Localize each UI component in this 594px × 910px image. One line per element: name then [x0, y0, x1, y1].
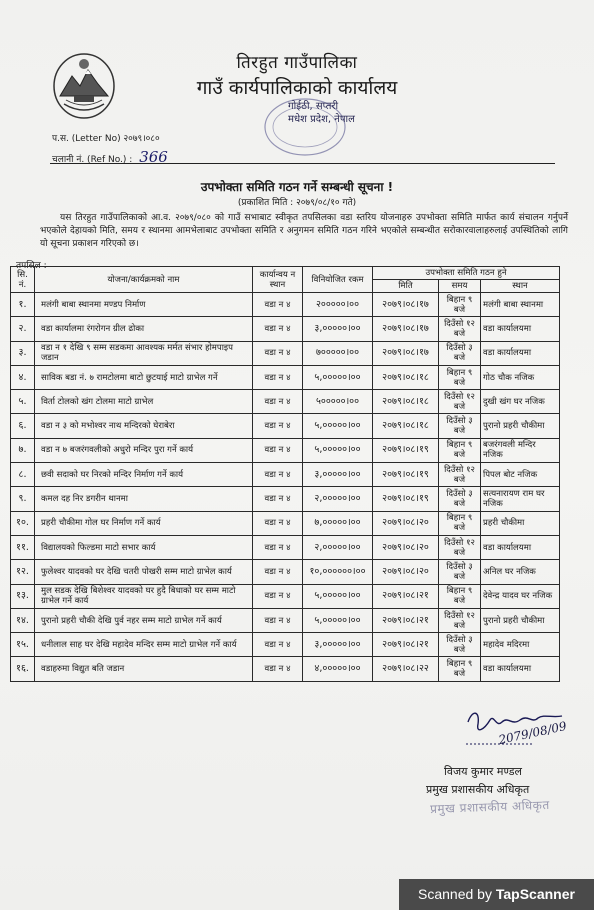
table-row: [11, 657, 560, 681]
row-time: दिउँसो १२ बजे: [439, 608, 481, 632]
row-date: २०७९।०८।२१: [373, 584, 439, 608]
row-date: २०७९।०८।२२: [373, 657, 439, 681]
notice-subject: उपभोक्ता समिति गठन गर्ने सम्बन्धी सूचना !: [200, 180, 394, 194]
row-place: पुरानो प्रहरी चौकीमा: [481, 608, 560, 632]
row-place: बजरंगवली मन्दिर नजिक: [481, 438, 560, 462]
table-row: [11, 390, 560, 414]
row-sn: १६.: [11, 657, 35, 681]
row-sn: १५.: [11, 633, 35, 657]
row-amount: ५०००००।००: [303, 390, 373, 414]
row-location: वडा न ४: [253, 341, 303, 365]
header-time: समय: [439, 280, 481, 293]
row-location: वडा न ४: [253, 390, 303, 414]
row-date: २०७९।०८।२०: [373, 535, 439, 559]
row-amount: ५,०००००।००: [303, 438, 373, 462]
row-date: २०७९।०८।१७: [373, 341, 439, 365]
table-row: [11, 584, 560, 608]
row-plan-name: साविक बडा नं. ७ रामटोलमा बाटो छुटयाई माटो ग्राभेल गर्ने: [35, 365, 253, 389]
row-place: मलंगी बाबा स्थानमा: [481, 293, 560, 317]
row-location: वडा न ४: [253, 584, 303, 608]
row-plan-name: छवी सदाको घर निरको मन्दिर निर्माण गर्ने कार्य: [35, 463, 253, 487]
table-row: [11, 293, 560, 317]
office-address: [288, 100, 355, 126]
row-amount: ५,०००००।००: [303, 414, 373, 438]
row-sn: ६.: [11, 414, 35, 438]
row-date: २०७९।०८।१९: [373, 438, 439, 462]
row-location: वडा न ४: [253, 657, 303, 681]
row-place: महादेव मदिरमा: [481, 633, 560, 657]
letter-number: [52, 131, 160, 144]
row-amount: ५,०००००।००: [303, 584, 373, 608]
row-sn: ७.: [11, 438, 35, 462]
row-sn: १३.: [11, 584, 35, 608]
row-time: बिहान ९ बजे: [439, 511, 481, 535]
row-time: दिउँसो ३ बजे: [439, 633, 481, 657]
signature-date: 2079/08/09: [497, 718, 568, 748]
row-time: दिउँसो १२ बजे: [439, 317, 481, 341]
row-date: २०७९।०८।२०: [373, 560, 439, 584]
table-row: [11, 535, 560, 559]
row-location: वडा न ४: [253, 438, 303, 462]
row-date: २०७९।०८।१८: [373, 390, 439, 414]
notice-body: यस तिरहुत गाउँपालिकाको आ.व. २०७९/०८० को गाउँ सभाबाट स्वीकृत तपसिलका वडा स्तरिय योजनाहरु उपभोक्ता समिति मार्फत कार्य संचालन गर्नुपर्ने भएकोले देहायको मिति, समय र स्थानमा आमभेलाबाट उपभोक्ता समिति र अनुगमन समिति गठन गरिने भएकोले सम्बन्धीत सरोकारवालाहरुलाई उपस्थितिको लागि यो सूचना प्रकाशन गरिएको छ।: [40, 213, 568, 249]
row-location: वडा न ४: [253, 633, 303, 657]
row-time: बिहान ९ बजे: [439, 584, 481, 608]
scanner-watermark: [399, 879, 594, 910]
list-label: तपसिल :: [16, 261, 47, 271]
table-row: [11, 463, 560, 487]
address-line-2: मधेश प्रदेश, नेपाल: [288, 114, 355, 125]
row-place: देवेन्द्र यादव घर नजिक: [481, 584, 560, 608]
row-amount: ३,०००००।००: [303, 317, 373, 341]
row-amount: ५,०००००।००: [303, 608, 373, 632]
row-plan-name: पुरानो प्रहरी चौकी देखि पुर्व नहर सम्म माटो ग्राभेल गर्ने कार्य: [35, 608, 253, 632]
signatory-stamp: प्रमुख प्रशासकीय अधिकृत: [429, 797, 550, 817]
watermark-prefix: Scanned by: [418, 886, 492, 902]
row-sn: ९.: [11, 487, 35, 511]
row-date: २०७९।०८।१८: [373, 414, 439, 438]
row-time: बिहान ९ बजे: [439, 438, 481, 462]
row-sn: ८.: [11, 463, 35, 487]
row-amount: ५,०००००।००: [303, 365, 373, 389]
row-place: वडा कार्यालयमा: [481, 317, 560, 341]
row-place: प्रहरी चौकीमा: [481, 511, 560, 535]
header-sn: सि. नं.: [11, 267, 35, 293]
header-location: कार्यान्वय न स्थान: [253, 267, 303, 293]
row-time: दिउँसो ३ बजे: [439, 414, 481, 438]
row-plan-name: वडाहरुमा विद्युत बति जडान: [35, 657, 253, 681]
row-plan-name: वडा न १ देखि ९ सम्म सडकमा आवश्यक मर्मत संभार होमपाइप जडान: [35, 341, 253, 365]
row-location: वडा न ४: [253, 293, 303, 317]
table-row: [11, 487, 560, 511]
table-row: [11, 317, 560, 341]
row-date: २०७९।०८।१८: [373, 365, 439, 389]
row-place: पुरानो प्रहरी चौकीमा: [481, 414, 560, 438]
row-amount: ४,०००००।००: [303, 657, 373, 681]
address-line-1: गोईठी, सप्तरी: [288, 101, 339, 112]
published-date: (प्रकाशित मिति : २०७९/०८/१० गते): [237, 198, 357, 208]
row-time: बिहान ९ बजे: [439, 365, 481, 389]
row-location: वडा न ४: [253, 414, 303, 438]
row-time: दिउँसो ३ बजे: [439, 487, 481, 511]
row-time: दिउँसो १२ बजे: [439, 463, 481, 487]
header-divider: [50, 163, 555, 164]
header-place: स्थान: [481, 280, 560, 293]
row-location: वडा न ४: [253, 535, 303, 559]
row-date: २०७९।०८।२१: [373, 608, 439, 632]
signatory-title: प्रमुख प्रशासकीय अधिकृत: [426, 783, 530, 796]
row-sn: ३.: [11, 341, 35, 365]
table-row: [11, 560, 560, 584]
reference-number-label: चलानी नं. (Ref No.) :: [52, 155, 133, 165]
row-date: २०७९।०८।१७: [373, 317, 439, 341]
row-place: वडा कार्यालयमा: [481, 535, 560, 559]
row-plan-name: मलंगी बाबा स्थानमा मण्डप निर्माण: [35, 293, 253, 317]
reference-number-value: 366: [139, 148, 168, 166]
office-name: गाउँ कार्यपालिकाको कार्यालय: [196, 77, 398, 99]
row-plan-name: विद्यालयको फिल्डमा माटो सभार कार्य: [35, 535, 253, 559]
row-sn: १०.: [11, 511, 35, 535]
row-sn: १२.: [11, 560, 35, 584]
table-row: [11, 365, 560, 389]
row-place: वडा कार्यालयमा: [481, 657, 560, 681]
row-time: बिहान ९ बजे: [439, 293, 481, 317]
table-row: [11, 511, 560, 535]
watermark-brand: TapScanner: [495, 886, 575, 902]
row-location: वडा न ४: [253, 365, 303, 389]
row-place: दुखी खंग घर नजिक: [481, 390, 560, 414]
row-sn: ११.: [11, 535, 35, 559]
row-plan-name: मुल सडक देखि बिशेश्वर यादवको घर हुदै बिधाको घर सम्म माटो ग्राभेल गर्ने कार्य: [35, 584, 253, 608]
row-date: २०७९।०८।२०: [373, 511, 439, 535]
row-plan-name: वडा न ३ को मभोश्वर नाथ मन्दिरको घेराबेरा: [35, 414, 253, 438]
row-amount: ३,०००००।००: [303, 463, 373, 487]
row-sn: २.: [11, 317, 35, 341]
row-plan-name: फुलेश्वर यादवको घर देखि चतरी पोखरी सम्म माटो ग्राभेल कार्य: [35, 560, 253, 584]
row-amount: ७०००००।००: [303, 341, 373, 365]
row-location: वडा न ४: [253, 608, 303, 632]
row-time: बिहान ९ बजे: [439, 657, 481, 681]
plans-table: [10, 266, 560, 682]
header-amount: विनियोजित रकम: [303, 267, 373, 293]
row-date: २०७९।०८।१९: [373, 487, 439, 511]
row-plan-name: वडा कार्यालमा रंगरोगन ग्रील ढोका: [35, 317, 253, 341]
row-time: दिउँसो १२ बजे: [439, 390, 481, 414]
table-row: [11, 341, 560, 365]
row-time: दिउँसो ३ बजे: [439, 341, 481, 365]
header-group: उपभोक्ता समिति गठन हुने: [373, 267, 560, 280]
row-place: सत्यनारायण राम घर नजिक: [481, 487, 560, 511]
row-amount: १०,००००००।००: [303, 560, 373, 584]
row-location: वडा न ४: [253, 560, 303, 584]
header-date: मिति: [373, 280, 439, 293]
row-sn: १४.: [11, 608, 35, 632]
row-amount: २०००००।००: [303, 293, 373, 317]
table-row: [11, 633, 560, 657]
row-place: अनिल घर नजिक: [481, 560, 560, 584]
row-plan-name: प्रहरी चौकीमा गोल घर निर्माण गर्ने कार्य: [35, 511, 253, 535]
row-plan-name: विर्ता टोलको खंग टोलमा माटो ग्राभेल: [35, 390, 253, 414]
row-place: गोठ चौक नजिक: [481, 365, 560, 389]
row-amount: २,०००००।००: [303, 487, 373, 511]
row-place: पिपल बोट नजिक: [481, 463, 560, 487]
row-plan-name: धनीलाल साह घर देखि महादेव मन्दिर सम्म माटो ग्राभेल गर्ने कार्य: [35, 633, 253, 657]
row-amount: २,०००००।००: [303, 535, 373, 559]
row-place: वडा कार्यालयमा: [481, 341, 560, 365]
letter-number-label: प.स. (Letter No): [52, 134, 121, 144]
municipality-name: तिरहुत गाउँपालिका: [236, 53, 358, 73]
signatory-name: विजय कुमार मण्डल: [444, 765, 523, 778]
header-name: योजना/कार्यक्रमको नाम: [35, 267, 253, 293]
table-row: [11, 608, 560, 632]
row-date: २०७९।०८।२१: [373, 633, 439, 657]
row-location: वडा न ४: [253, 317, 303, 341]
row-location: वडा न ४: [253, 463, 303, 487]
row-sn: ४.: [11, 365, 35, 389]
row-sn: १.: [11, 293, 35, 317]
row-location: वडा न ४: [253, 487, 303, 511]
row-plan-name: वडा न ७ बजरंगवलीको अधुरो मन्दिर पुरा गर्ने कार्य: [35, 438, 253, 462]
row-sn: ५.: [11, 390, 35, 414]
table-row: [11, 438, 560, 462]
letter-number-value: २०७९।०८०: [123, 134, 160, 144]
row-date: २०७९।०८।१७: [373, 293, 439, 317]
row-plan-name: कमल दह निर डगरीन थानमा: [35, 487, 253, 511]
row-location: वडा न ४: [253, 511, 303, 535]
table-row: [11, 414, 560, 438]
row-time: दिउँसो १२ बजे: [439, 535, 481, 559]
row-date: २०७९।०८।१९: [373, 463, 439, 487]
row-amount: ७,०००००।००: [303, 511, 373, 535]
row-time: दिउँसो ३ बजे: [439, 560, 481, 584]
row-amount: ३,०००००।००: [303, 633, 373, 657]
